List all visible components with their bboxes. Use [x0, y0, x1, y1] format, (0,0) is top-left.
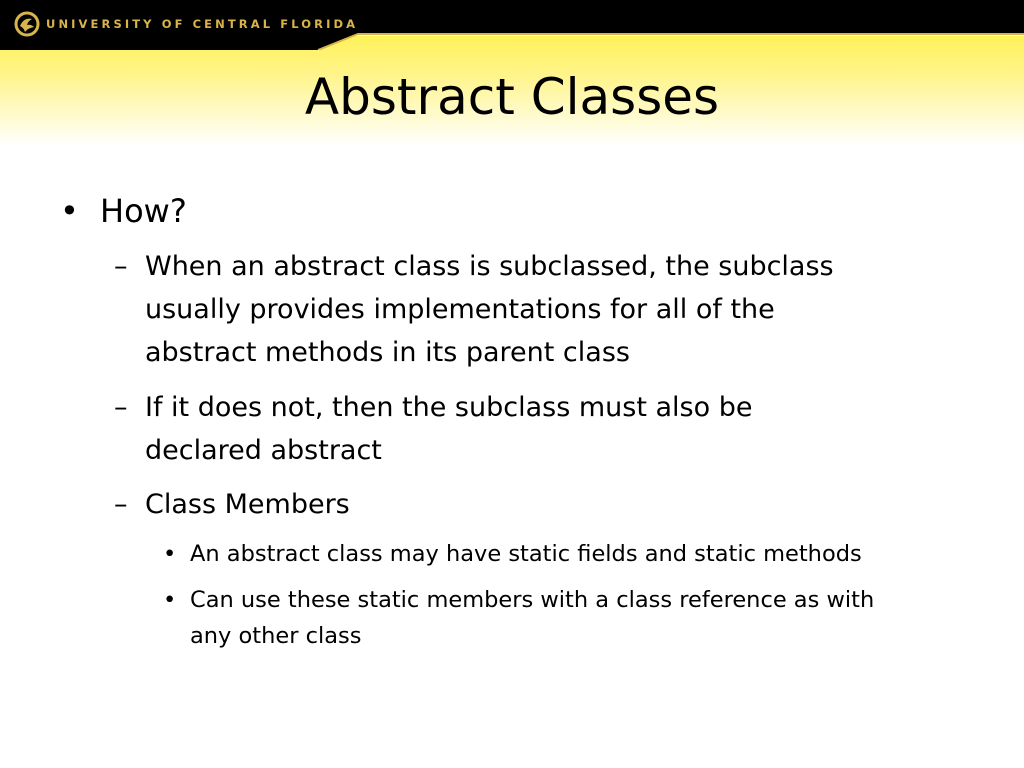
university-name: UNIVERSITY OF CENTRAL FLORIDA [46, 17, 359, 31]
pegasus-logo-icon [14, 11, 40, 37]
sub-sub-bullet-static-members-line-1: Can use these static members with a class reference as with [190, 587, 875, 613]
sub-bullet-declared-line-2: declared abstract [145, 435, 382, 466]
sub-bullet-class-members: Class Members [145, 489, 350, 520]
sub-bullet-declared-line-1: If it does not, then the subclass must also be [145, 392, 753, 423]
dash-marker: – [114, 392, 128, 423]
sub-bullet-subclass-line-3: abstract methods in its parent class [145, 337, 630, 368]
sub-sub-bullet-static-fields: An abstract class may have static fields and static methods [190, 541, 862, 567]
bullet-marker: • [60, 192, 79, 230]
bullet-marker: • [163, 587, 177, 613]
bullet-marker: • [163, 541, 177, 567]
sub-bullet-subclass-line-2: usually provides implementations for all of the [145, 294, 775, 325]
sub-bullet-subclass-line-1: When an abstract class is subclassed, the subclass [145, 251, 834, 282]
sub-sub-bullet-static-members-line-2: any other class [190, 623, 362, 649]
slide-title: Abstract Classes [304, 68, 720, 126]
university-logo [14, 11, 358, 37]
bullet-how: How? [100, 192, 187, 230]
dash-marker: – [114, 251, 128, 282]
dash-marker: – [114, 489, 128, 520]
